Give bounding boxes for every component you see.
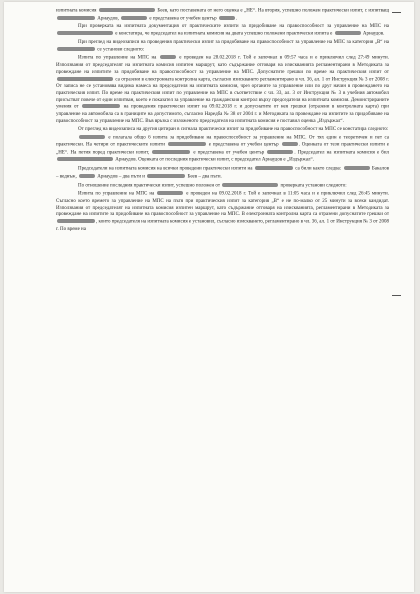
redaction-bar	[57, 16, 95, 20]
redaction-bar	[168, 142, 206, 146]
redaction-bar	[57, 77, 113, 81]
paragraph-text: се установи следното:	[96, 47, 145, 53]
paragraph-text: е констатира, че председател на изпитната комисия на двата успешно положени практически изпита е	[114, 31, 334, 37]
paragraph-text: Изпита по управление на МПС на	[78, 192, 157, 198]
paragraph-text: Изпита по управление на МПС на	[78, 56, 159, 62]
paragraph-text: По отношение последния практически изпит, успешно положен от	[78, 183, 222, 189]
redaction-bar	[267, 150, 293, 154]
paragraph	[56, 166, 389, 181]
paragraph	[56, 191, 389, 233]
document-page	[4, 2, 414, 592]
paragraph-text: са били както следва:	[293, 166, 343, 172]
redaction-bar	[57, 47, 95, 51]
redaction-bar	[121, 16, 147, 20]
paragraph-text: е представена от учебен център	[148, 16, 218, 22]
paragraph-text: е представена от учебен център	[206, 143, 281, 149]
paragraph	[56, 55, 389, 125]
redaction-bar	[282, 142, 298, 146]
redaction-bar	[160, 55, 176, 59]
paragraph-text: на проведения практически изпит на 09.02.2018 г. и допуснатите от нея грешки (отразени в контролната карта) при управление на автомобила са в границите на допустимото, съгласно Наредба № 38 от 2004 г. и Методиката за провеждане на изпитите за придобиване на правоспособност за управление на МПС. Във връзка с изложеното председателя на изпитната комисия е поставил оценка „Издържал“.	[56, 105, 389, 124]
paragraph	[56, 8, 389, 23]
paragraph-text: е полагала общо 6 изпита за придобиване на правоспособност за управление на МПС. От тях един е теоретичен и пет са практически. На четири от практическите изпити	[56, 135, 389, 149]
paragraph	[56, 24, 389, 38]
paragraph-text: Беев, като поставената от него оценка е „НЕ“. На втория, успешно положен практически изпит, с изпитващ	[155, 8, 389, 14]
redaction-bar	[82, 104, 120, 108]
redaction-bar	[152, 150, 190, 154]
margin-mark	[392, 295, 401, 296]
paragraph-text: Бакалов – веднъж,	[56, 166, 389, 180]
redaction-bar	[344, 166, 370, 170]
paragraph-text: Арнаудов,	[96, 16, 121, 22]
paragraph-text: са отразени в електронната контролна карта, съгласно изискването регламентирано в чл. 36, ал. 1 от Инструкция № 3 от 2008 г. От записа не се установява видима намеса на председателя на изпитната комисия, чрез органите за управление или по друг начин в провеждането на практическия изпит. По време на практическия изпит по управление на МПС в съответствие с чл. 33, ал. 3 от Инструкция № 3 в учебния автомобил присъстват повече от един изпитван, което е показател за управление на гражданския контрол върху председателя на изпитната комисия. Демонстрираните умения от	[56, 77, 389, 111]
redaction-bar	[57, 31, 113, 35]
paragraph	[56, 135, 389, 165]
paragraph	[56, 40, 389, 54]
paragraph-text: проверката установи следното:	[279, 183, 347, 189]
paragraph-text: .	[235, 16, 238, 22]
paragraph-text: Председатели на изпитната комисия на всички проведени практически изпити на	[78, 166, 254, 172]
paragraph-text: е проведен на 09.02.2018 г. Той е започнал в 11:05 часа и е приключил след 26:45 минути. Съгласно което времето за управление на МПС на пътя при практическия изпит за категория „В“ е не по-малко от 25 минути за всеки кандидат. Използвания от председателят на изпитната комисия изпитен маршрут, като съдържание отговаря на изискванията, регламентирани в Методиката за провеждане на изпитите за придобиване на правоспособност за управление на МПС. В електронната контролна карта са отразени допуснатите грешки от	[56, 192, 389, 218]
document-body	[56, 8, 389, 235]
margin-mark	[392, 12, 401, 13]
redaction-bar	[219, 16, 238, 22]
redaction-bar	[147, 174, 185, 178]
paragraph-text: Беев – два пъти.	[186, 174, 222, 180]
redaction-bar	[157, 191, 183, 195]
paragraph-text: От преглед на видеозаписа на другия цитиран в сигнала практически изпит за придобиване на правоспособност на МПС се констатира следното:	[78, 126, 389, 132]
paragraph-text: Арнаудов.	[361, 31, 385, 37]
paragraph	[56, 183, 389, 191]
paragraph-text: е представена от учебен център	[191, 150, 267, 156]
redaction-bar	[79, 135, 105, 139]
redaction-bar	[99, 8, 155, 12]
redaction-bar	[57, 219, 95, 223]
paragraph-text: При преглед на видеозапися на проведения практически изпит за придобиване на правоспособност за управление на МПС за категория „В“ на	[78, 39, 389, 45]
redaction-bar	[222, 183, 278, 187]
redaction-bar	[57, 157, 113, 161]
paragraph-text: Арнаудов – два пъти и	[96, 174, 147, 180]
paragraph	[56, 127, 389, 134]
paragraph-text: е проведен на 28.02.2018 г. Той е започнал в 09:57 часа и е приключил след 27:49 минути. Използвания от председателят на изпитната комисия изпитен маршрут, като съдържание отговаря на изискванията регламентирани в Методиката за провеждане на изпитите за придобиване на правоспособност за управление на МПС. Допуснатите грешки по време на практическия изпит от	[56, 56, 389, 75]
redaction-bar	[255, 166, 293, 170]
paragraph-text: При проверката на изпитната документация от практическите изпити за придобиване на правоспособност за управление на МПС на	[78, 24, 389, 30]
paragraph-text: . Председател на изпитната комисия е бил	[294, 150, 390, 156]
redaction-bar	[335, 31, 361, 35]
paragraph-text: изпитната комисия	[56, 8, 98, 14]
redaction-bar	[79, 174, 95, 178]
paragraph-text: Арнаудов. Оценката от последния практически изпит, с председател Арнаудов е „Издържал“.	[114, 158, 314, 164]
paragraph-text: . Оценката от тези практически изпити е „НЕ“. На петия поред практически изпит,	[56, 143, 390, 156]
paragraph-text: , които председателя на изпитната комисия е установил, съгласно изискването, регламентирано в чл. 36, ал. 1 от Инструкция № 3 от 2008 г. По време на	[56, 219, 389, 232]
